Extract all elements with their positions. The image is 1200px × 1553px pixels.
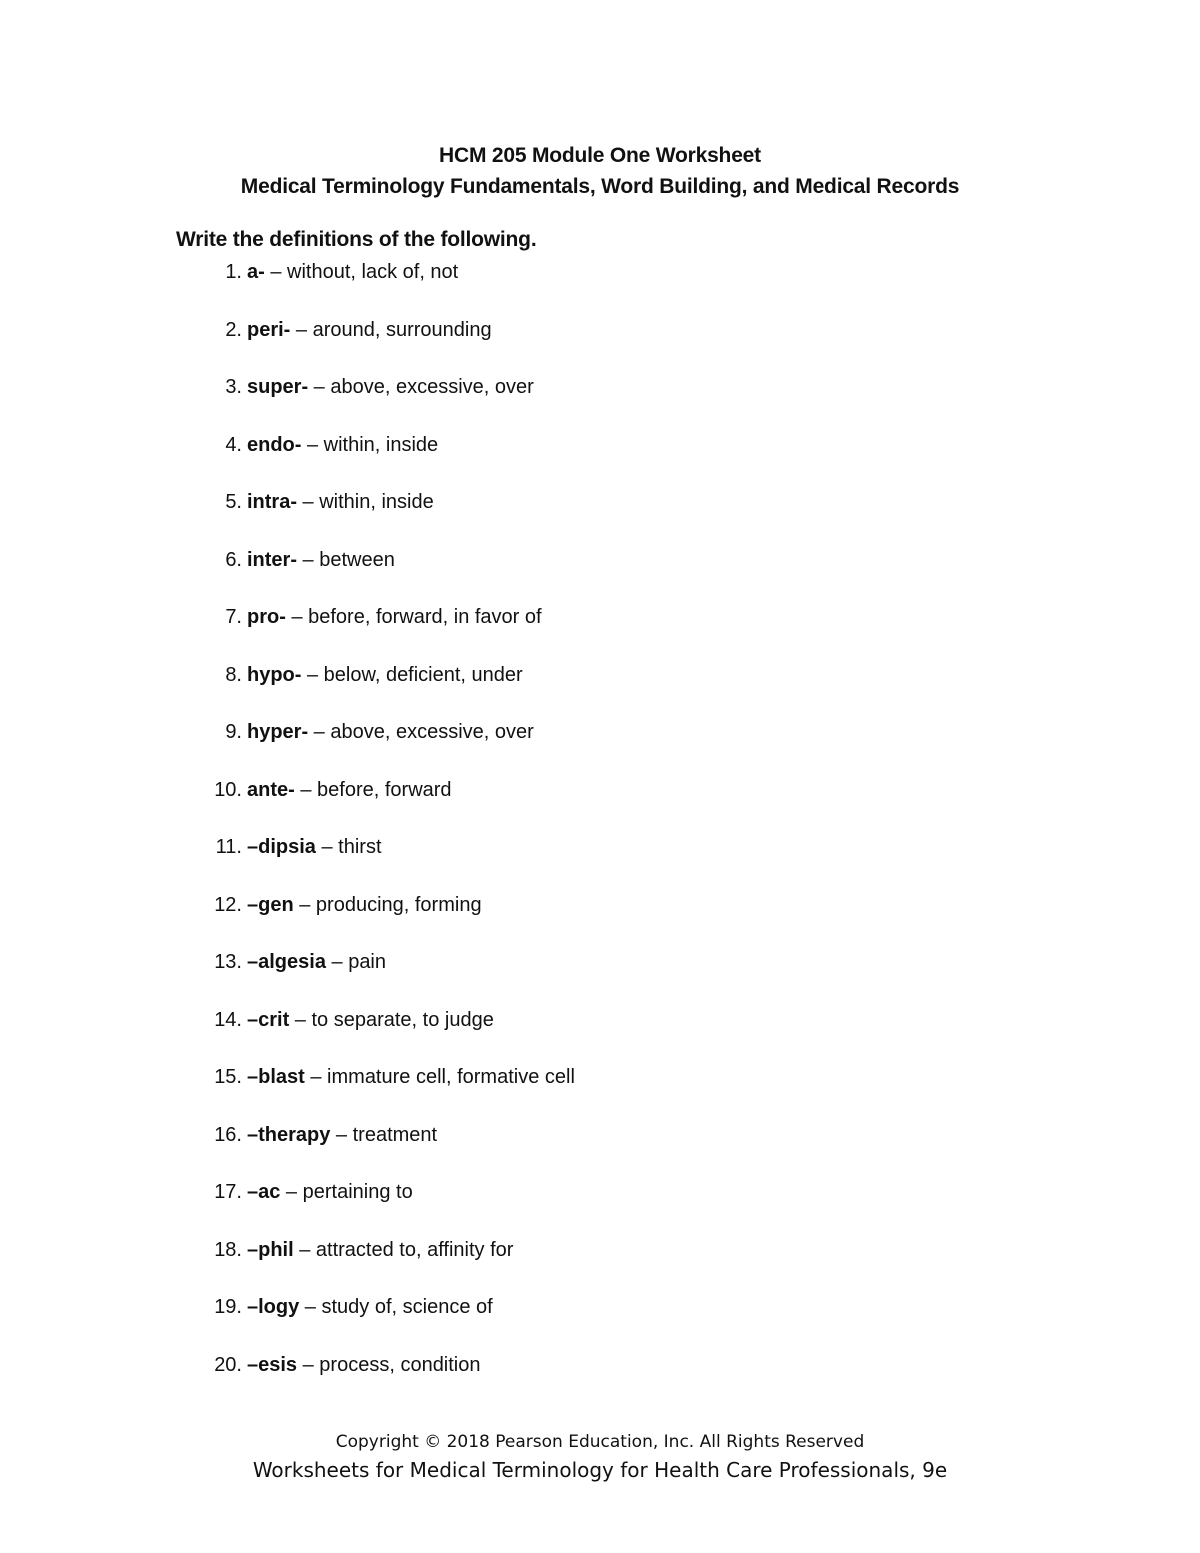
word-part: ante- xyxy=(247,778,295,801)
item-number: 1. xyxy=(225,261,242,283)
definition: – within, inside xyxy=(297,491,434,513)
definition: – before, forward xyxy=(294,778,452,801)
definition: – above, excessive, over xyxy=(308,376,534,398)
instruction-text: Write the definitions of the following. xyxy=(176,228,537,251)
item-text xyxy=(247,546,395,574)
word-part: a- xyxy=(247,261,265,283)
word-part: –logy xyxy=(247,1296,300,1318)
definition: – pertaining to xyxy=(280,1181,413,1203)
list-item xyxy=(0,1006,1200,1064)
definition: – attracted to, affinity for xyxy=(293,1238,514,1261)
list-item xyxy=(0,1351,1200,1409)
list-item xyxy=(0,833,1200,891)
item-number: 12. xyxy=(214,893,242,916)
word-part: peri- xyxy=(247,318,291,341)
copyright-text: Copyright © 2018 Pearson Education, Inc. All Rights Reserved xyxy=(335,1432,865,1452)
word-part: intra- xyxy=(247,491,297,513)
item-number: 2. xyxy=(225,318,242,341)
list-item xyxy=(0,1293,1200,1351)
list-item xyxy=(0,258,1200,316)
item-text xyxy=(247,1236,513,1264)
word-part: hyper- xyxy=(247,721,309,743)
item-number: 15. xyxy=(214,1066,242,1088)
item-number: 10. xyxy=(214,778,242,801)
page-title: HCM 205 Module One Worksheet xyxy=(439,144,761,167)
item-text xyxy=(247,776,452,804)
item-text xyxy=(247,258,458,286)
list-item xyxy=(0,948,1200,1006)
definition: – without, lack of, not xyxy=(264,261,459,283)
word-part: super- xyxy=(247,376,309,398)
definition: – above, excessive, over xyxy=(308,721,534,743)
word-part: –phil xyxy=(247,1238,294,1261)
list-item xyxy=(0,891,1200,949)
list-item xyxy=(0,1121,1200,1179)
footer xyxy=(0,1428,1200,1484)
definition: – pain xyxy=(325,951,387,973)
definition: – around, surrounding xyxy=(290,318,492,341)
word-part: –gen xyxy=(247,893,294,916)
definition: – treatment xyxy=(330,1123,438,1146)
word-part: inter- xyxy=(247,548,297,571)
definition: – study of, science of xyxy=(299,1296,493,1318)
definition: – below, deficient, under xyxy=(301,663,523,686)
item-number: 14. xyxy=(214,1008,242,1031)
item-text xyxy=(247,1178,413,1206)
word-part: –algesia xyxy=(247,951,326,973)
item-number: 6. xyxy=(225,548,242,571)
item-text xyxy=(247,1121,437,1149)
item-number: 4. xyxy=(225,433,242,456)
item-number: 17. xyxy=(214,1181,242,1203)
item-text xyxy=(247,1293,493,1321)
definition: – producing, forming xyxy=(293,893,482,916)
item-text xyxy=(247,316,492,344)
list-item xyxy=(0,373,1200,431)
item-text xyxy=(247,948,386,976)
item-text xyxy=(247,833,382,861)
item-text xyxy=(247,431,438,459)
word-part: –esis xyxy=(247,1353,298,1376)
item-text xyxy=(247,1351,481,1379)
list-item xyxy=(0,1236,1200,1294)
title-block xyxy=(0,140,1200,202)
item-text xyxy=(247,373,534,401)
item-text xyxy=(247,891,482,919)
definition: – to separate, to judge xyxy=(289,1008,494,1031)
definition: – thirst xyxy=(315,836,382,858)
word-part: endo- xyxy=(247,433,302,456)
definition: – process, condition xyxy=(297,1353,481,1376)
item-text xyxy=(247,1006,494,1034)
list-item xyxy=(0,718,1200,776)
item-text xyxy=(247,488,434,516)
page-subtitle: Medical Terminology Fundamentals, Word Building, and Medical Records xyxy=(240,175,960,198)
definition: – before, forward, in favor of xyxy=(285,606,542,628)
item-text xyxy=(247,661,523,689)
word-part: –therapy xyxy=(247,1123,331,1146)
item-number: 20. xyxy=(214,1353,242,1376)
word-part: –blast xyxy=(247,1066,305,1088)
book-title: Worksheets for Medical Terminology for Health Care Professionals, 9e xyxy=(252,1458,948,1482)
item-number: 8. xyxy=(225,663,242,686)
list-item xyxy=(0,488,1200,546)
term-list xyxy=(0,258,1200,1408)
item-text xyxy=(247,1063,575,1091)
item-text xyxy=(247,718,534,746)
list-item xyxy=(0,1178,1200,1236)
word-part: pro- xyxy=(247,606,286,628)
item-text xyxy=(247,603,542,631)
list-item xyxy=(0,1063,1200,1121)
item-number: 18. xyxy=(214,1238,242,1261)
definition: – between xyxy=(297,548,395,571)
list-item xyxy=(0,316,1200,374)
list-item xyxy=(0,546,1200,604)
list-item xyxy=(0,431,1200,489)
definition: – within, inside xyxy=(301,433,439,456)
item-number: 16. xyxy=(214,1123,242,1146)
item-number: 3. xyxy=(225,376,242,398)
item-number: 9. xyxy=(225,721,242,743)
list-item xyxy=(0,776,1200,834)
list-item xyxy=(0,661,1200,719)
item-number: 13. xyxy=(214,951,242,973)
word-part: hypo- xyxy=(247,663,302,686)
item-number: 7. xyxy=(225,606,242,628)
list-item xyxy=(0,603,1200,661)
definition: – immature cell, formative cell xyxy=(304,1066,575,1088)
word-part: –dipsia xyxy=(247,836,316,858)
item-number: 19. xyxy=(214,1296,242,1318)
item-number: 11. xyxy=(215,836,242,858)
word-part: –ac xyxy=(247,1181,281,1203)
word-part: –crit xyxy=(247,1008,290,1031)
item-number: 5. xyxy=(225,491,242,513)
